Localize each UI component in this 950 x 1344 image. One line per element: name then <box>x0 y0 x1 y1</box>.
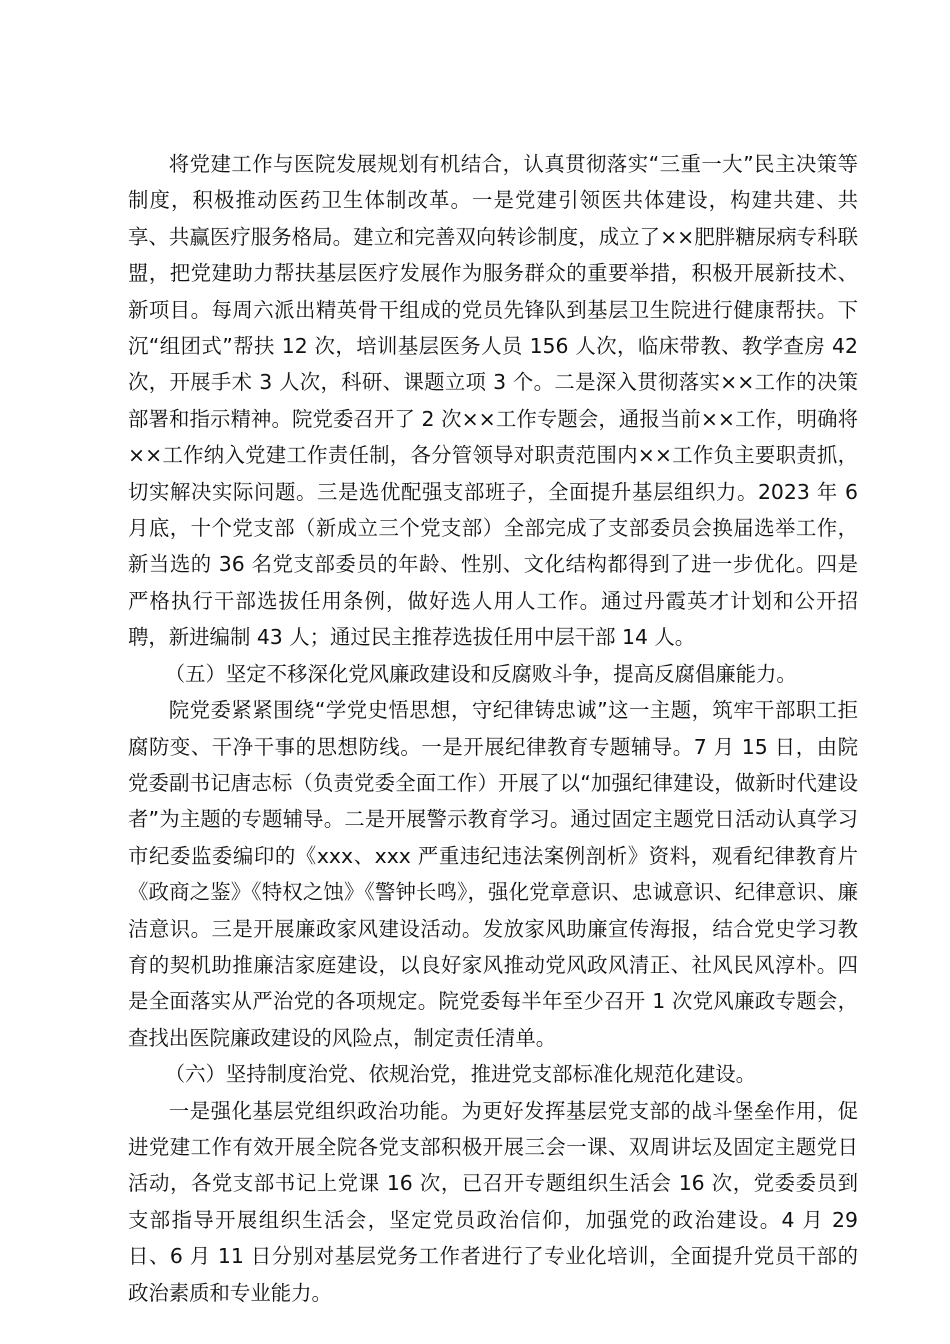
paragraph-discipline-education: 院党委紧紧围绕“学党史悟思想，守纪律铸忠诚”这一主题，筑牢干部职工拒腐防变、干净干事的思想防线。一是开展纪律教育专题辅导。7 月 15 日，由院党委副书记唐志标（负责党委全面工作）开展了以“加强纪律建设，做新时代建设者”为主题的专题辅导。二是开展警示教育学习。通过固定主题党日活动认真学习市纪委监委编印的《xxx、xxx 严重违纪违法案例剖析》资料，观看纪律教育片《政商之鉴》《特权之蚀》《警钟长鸣》，强化党章意识、忠诚意识、纪律意识、廉洁意识。三是开展廉政家风建设活动。发放家风助廉宣传海报，结合党史学习教育的契机助推廉洁家庭建设，以良好家风推动党风政风清正、社风民风淳朴。四是全面落实从严治党的各项规定。院党委每半年至少召开 1 次党风廉政专题会，查找出医院廉政建设的风险点，制定责任清单。 <box>128 698 858 1050</box>
section-heading-5-anti-corruption: （五）坚定不移深化党风廉政建设和反腐败斗争，提高反腐倡廉能力。 <box>164 661 797 686</box>
paragraph-grassroots-organization: 一是强化基层党组织政治功能。为更好发挥基层党支部的战斗堡垒作用，促进党建工作有效开展全院各党支部积极开展三会一课、双周讲坛及固定主题党日活动，各党支部书记上党课 16 次，已召开专题组织生活会 16 次，党委委员到支部指导开展组织生活会，坚定党员政治信仰，加强党的政治建设。4 月 29 日、6 月 11 日分别对基层党务工作者进行了专业化培训，全面提升党员干部的政治素质和专业能力。 <box>128 1098 858 1305</box>
paragraph-party-building-hospital-development: 将党建工作与医院发展规划有机结合，认真贯彻落实“三重一大”民主决策等制度，积极推动医药卫生体制改革。一是党建引领医共体建设，构建共建、共享、共赢医疗服务格局。建立和完善双向转诊制度，成立了××肥胖糖尿病专科联盟，把党建助力帮扶基层医疗发展作为服务群众的重要举措，积极开展新技术、新项目。每周六派出精英骨干组成的党员先锋队到基层卫生院进行健康帮扶。下沉“组团式”帮扶 12 次，培训基层医务人员 156 人次，临床带教、教学查房 42 次，开展手术 3 人次，科研、课题立项 3 个。二是深入贯彻落实××工作的决策部署和指示精神。院党委召开了 2 次××工作专题会，通报当前××工作，明确将××工作纳入党建工作责任制，各分管领导对职责范围内××工作负主要职责抓，切实解决实际问题。三是选优配强支部班子，全面提升基层组织力。2023 年 6 月底，十个党支部（新成立三个党支部）全部完成了支部委员会换届选举工作，新当选的 36 名党支部委员的年龄、性别、文化结构都得到了进一步优化。四是严格执行干部选拔任用条例，做好选人用人工作。通过丹霞英才计划和公开招聘，新进编制 43 人；通过民主推荐选拔任用中层干部 14 人。 <box>128 152 858 650</box>
document-body <box>128 146 858 1311</box>
section-heading-6-institutional-governance: （六）坚持制度治党、依规治党，推进党支部标准化规范化建设。 <box>164 1062 757 1087</box>
